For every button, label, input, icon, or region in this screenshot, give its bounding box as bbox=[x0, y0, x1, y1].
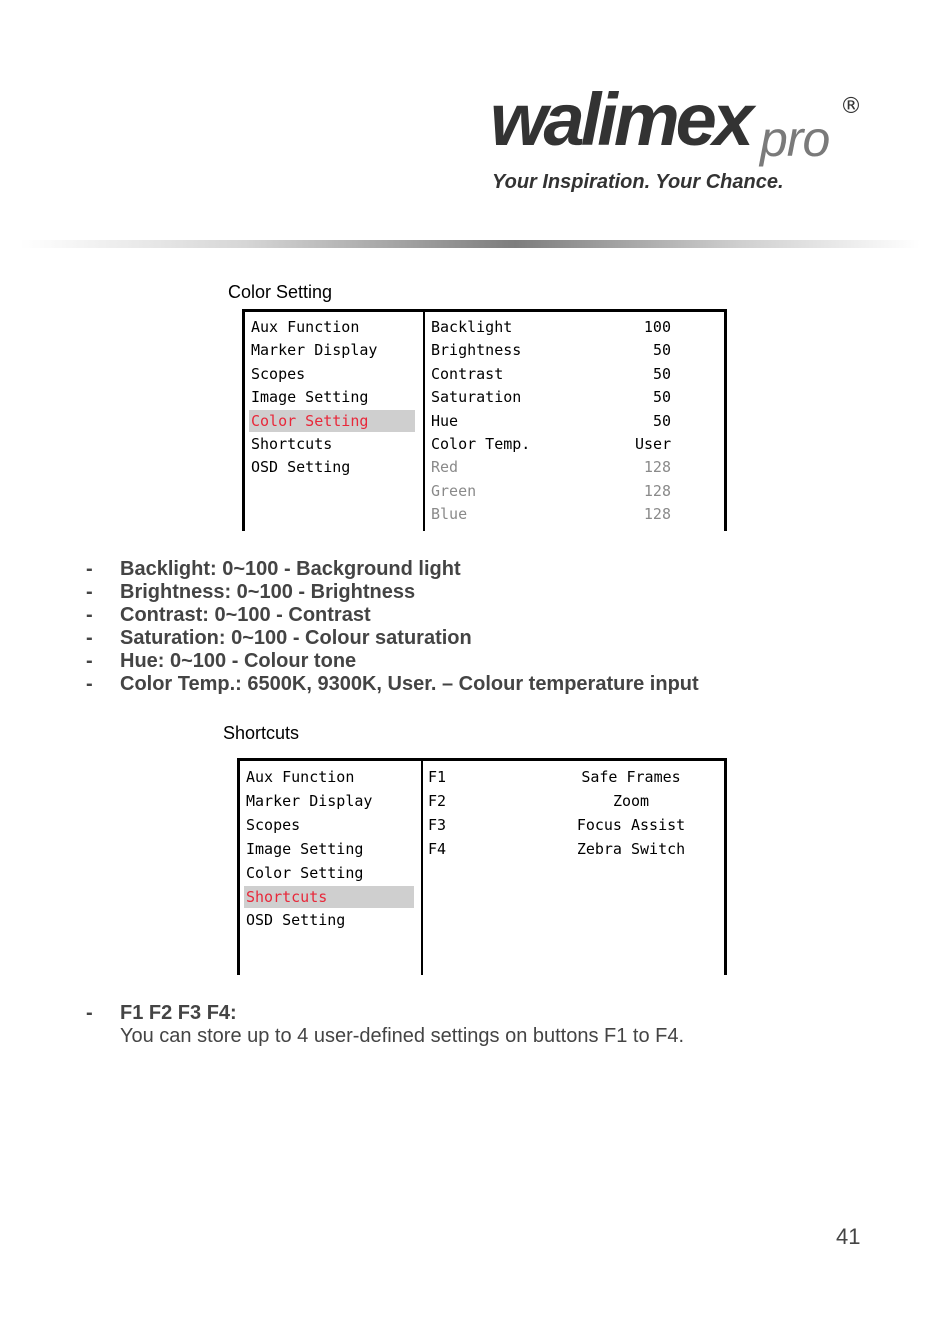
osd-menu-item: Scopes bbox=[251, 364, 306, 383]
osd-param-label: Contrast bbox=[431, 364, 504, 383]
fkeys-description: You can store up to 4 user-defined settings on buttons F1 to F4. bbox=[120, 1025, 685, 1047]
osd-param-value: User bbox=[635, 435, 672, 453]
osd-param-value: 50 bbox=[652, 364, 671, 383]
bullet-dash: - bbox=[86, 673, 93, 695]
bullet-text: Hue: 0~100 - Colour tone bbox=[120, 650, 357, 672]
osd-param-value: 50 bbox=[652, 388, 671, 407]
osd-param-label: Color Temp. bbox=[431, 435, 531, 453]
osd-param-label: Hue bbox=[431, 411, 459, 430]
osd-param-value: 50 bbox=[652, 411, 671, 430]
bullet-text: Brightness: 0~100 - Brightness bbox=[120, 581, 416, 603]
bullet-dash: - bbox=[86, 604, 93, 626]
bullet-text: Contrast: 0~100 - Contrast bbox=[120, 604, 371, 626]
bullet-item bbox=[86, 650, 866, 673]
osd-menu-item: Shortcuts bbox=[244, 886, 414, 908]
osd-param-label: Green bbox=[431, 481, 477, 500]
bullet-dash: - bbox=[86, 558, 93, 580]
shortcut-key: F3 bbox=[428, 815, 447, 834]
osd-menu-item: Image Setting bbox=[251, 388, 369, 407]
osd-param-label: Red bbox=[431, 458, 459, 477]
osd-menu-item: Aux Function bbox=[246, 768, 355, 786]
osd-menu-item: Image Setting bbox=[246, 839, 364, 858]
osd-param-label: Blue bbox=[431, 505, 468, 524]
osd-menu-item: Marker Display bbox=[246, 791, 373, 810]
bullet-dash: - bbox=[86, 627, 93, 649]
bullet-item bbox=[86, 673, 866, 696]
shortcut-function: Focus Assist bbox=[576, 815, 686, 834]
bullet-item bbox=[86, 627, 866, 650]
bullet-text: Color Temp.: 6500K, 9300K, User. – Colour temperature input bbox=[120, 673, 699, 695]
osd-menu-item: Color Setting bbox=[249, 410, 415, 432]
shortcut-key: F2 bbox=[428, 791, 447, 810]
osd-menu-item: OSD Setting bbox=[246, 911, 346, 930]
osd-param-value: 128 bbox=[643, 481, 671, 500]
registered-mark: ® bbox=[840, 94, 862, 119]
logo-suffix: pro bbox=[760, 111, 830, 167]
logo-brand: walimex bbox=[490, 78, 750, 161]
logo-tagline: Your Inspiration. Your Chance. bbox=[492, 171, 784, 193]
shortcuts-osd-menu bbox=[237, 758, 727, 975]
osd-param-value: 128 bbox=[643, 458, 671, 477]
bullet-item bbox=[86, 558, 866, 581]
bullet-dash: - bbox=[86, 581, 93, 603]
page-number: 41 bbox=[836, 1224, 861, 1249]
osd-param-label: Saturation bbox=[431, 388, 522, 407]
header-divider bbox=[20, 240, 920, 248]
bullet-dash: - bbox=[86, 650, 93, 672]
osd-param-label: Brightness bbox=[431, 341, 522, 360]
bullet-text: Backlight: 0~100 - Background light bbox=[120, 558, 461, 580]
bullet-dash: - bbox=[86, 1002, 93, 1024]
bullet-item bbox=[86, 581, 866, 604]
shortcut-key: F1 bbox=[428, 768, 447, 786]
shortcut-function: Zebra Switch bbox=[576, 839, 686, 858]
osd-menu-item: Marker Display bbox=[251, 341, 378, 360]
osd-menu-item: Shortcuts bbox=[251, 435, 333, 453]
color-setting-descriptions bbox=[86, 558, 866, 696]
fkeys-heading: F1 F2 F3 F4: bbox=[120, 1002, 237, 1024]
osd-menu-item: Color Setting bbox=[246, 863, 364, 882]
osd-param-value: 128 bbox=[643, 505, 671, 524]
shortcut-function: Safe Frames bbox=[581, 768, 681, 786]
osd-menu-item: OSD Setting bbox=[251, 458, 351, 477]
color-setting-osd-menu bbox=[242, 309, 727, 531]
osd-param-value: 50 bbox=[652, 341, 671, 360]
osd-param-label: Backlight bbox=[431, 318, 513, 336]
walimex-pro-logo bbox=[488, 80, 888, 200]
shortcut-key: F4 bbox=[428, 839, 447, 858]
osd-menu-item: Scopes bbox=[246, 815, 301, 834]
osd-param-value: 100 bbox=[643, 318, 671, 336]
color-setting-title: Color Setting bbox=[228, 282, 333, 302]
bullet-text: Saturation: 0~100 - Colour saturation bbox=[120, 627, 472, 649]
bullet-item bbox=[86, 604, 866, 627]
osd-menu-item: Aux Function bbox=[251, 318, 360, 336]
shortcuts-title: Shortcuts bbox=[223, 723, 300, 743]
shortcut-function: Zoom bbox=[612, 791, 650, 810]
